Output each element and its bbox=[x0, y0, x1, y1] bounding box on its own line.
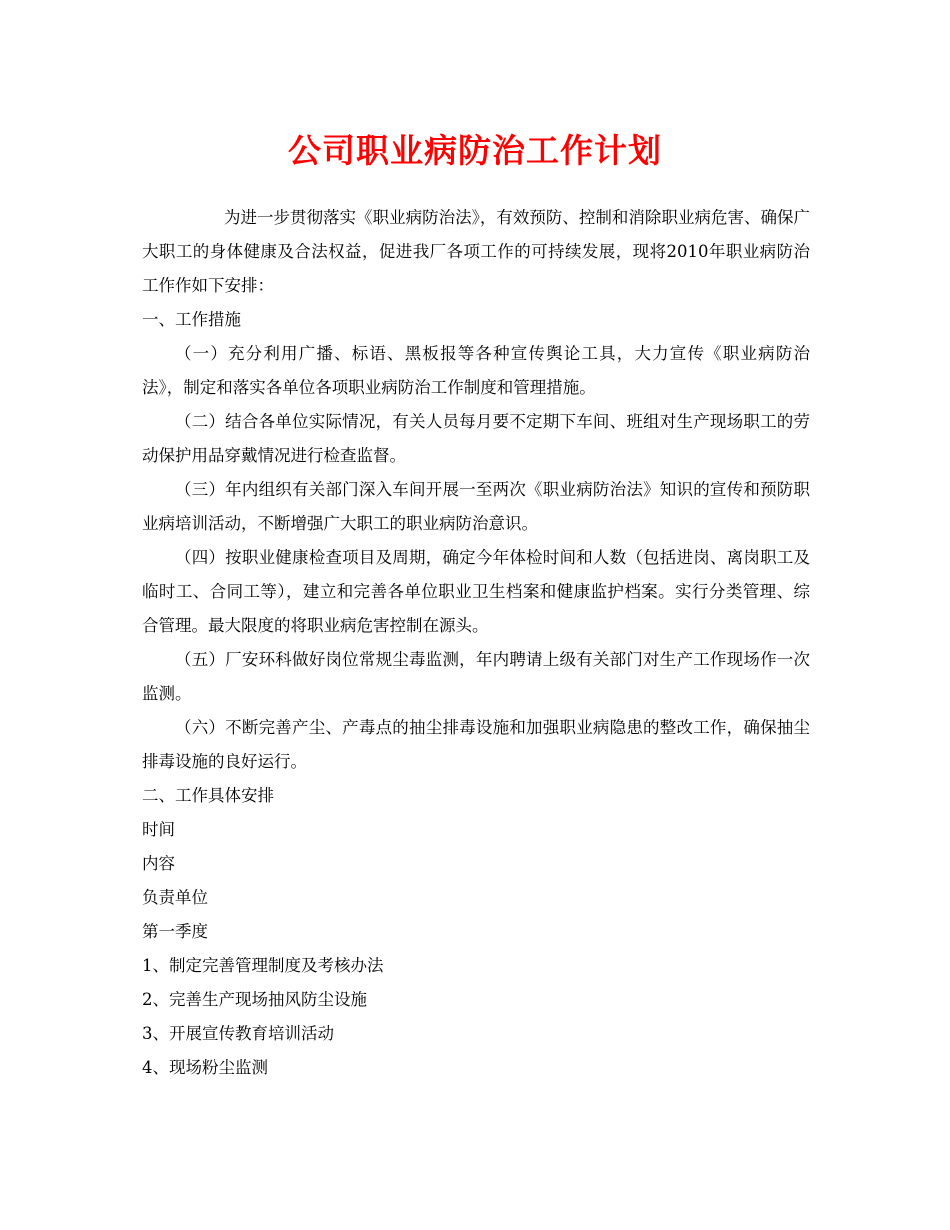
quarter-label: 第一季度 bbox=[142, 922, 208, 941]
schedule-header-content: 内容 bbox=[142, 854, 175, 873]
measure-paragraph-5: （五）厂安环科做好岗位常规尘毒监测，年内聘请上级有关部门对生产工作现场作一次监测。 bbox=[142, 650, 810, 703]
schedule-item-1: 1、制定完善管理制度及考核办法 bbox=[142, 956, 384, 975]
intro-paragraph: 为进一步贯彻落实《职业病防治法》，有效预防、控制和消除职业病危害、确保广大职工的身体健康及合法权益，促进我厂各项工作的可持续发展，现将2010年职业病防治工作作如下安排： bbox=[142, 208, 810, 295]
schedule-item-4: 4、现场粉尘监测 bbox=[142, 1058, 268, 1077]
schedule-item-2: 2、完善生产现场抽风防尘设施 bbox=[142, 990, 367, 1009]
measure-paragraph-6: （六）不断完善产尘、产毒点的抽尘排毒设施和加强职业病隐患的整改工作，确保抽尘排毒设施的良好运行。 bbox=[142, 718, 810, 771]
schedule-item-3: 3、开展宣传教育培训活动 bbox=[142, 1024, 334, 1043]
section-heading-schedule: 二、工作具体安排 bbox=[142, 786, 274, 805]
measure-paragraph-2: （二）结合各单位实际情况，有关人员每月要不定期下车间、班组对生产现场职工的劳动保护用品穿戴情况进行检查监督。 bbox=[142, 412, 810, 465]
schedule-header-department: 负责单位 bbox=[142, 888, 208, 907]
measure-paragraph-3: （三）年内组织有关部门深入车间开展一至两次《职业病防治法》知识的宣传和预防职业病培训活动，不断增强广大职工的职业病防治意识。 bbox=[142, 480, 810, 533]
document-title: 公司职业病防治工作计划 bbox=[288, 131, 662, 170]
schedule-header-time: 时间 bbox=[142, 820, 175, 839]
section-heading-measures: 一、工作措施 bbox=[142, 310, 241, 329]
measure-paragraph-1: （一）充分利用广播、标语、黑板报等各种宣传舆论工具，大力宣传《职业病防治法》，制定和落实各单位各项职业病防治工作制度和管理措施。 bbox=[142, 344, 810, 397]
document-body bbox=[142, 201, 810, 1085]
measure-paragraph-4: （四）按职业健康检查项目及周期，确定今年体检时间和人数（包括进岗、离岗职工及临时工、合同工等），建立和完善各单位职业卫生档案和健康监护档案。实行分类管理、综合管理。最大限度的将职业病危害控制在源头。 bbox=[142, 548, 810, 635]
